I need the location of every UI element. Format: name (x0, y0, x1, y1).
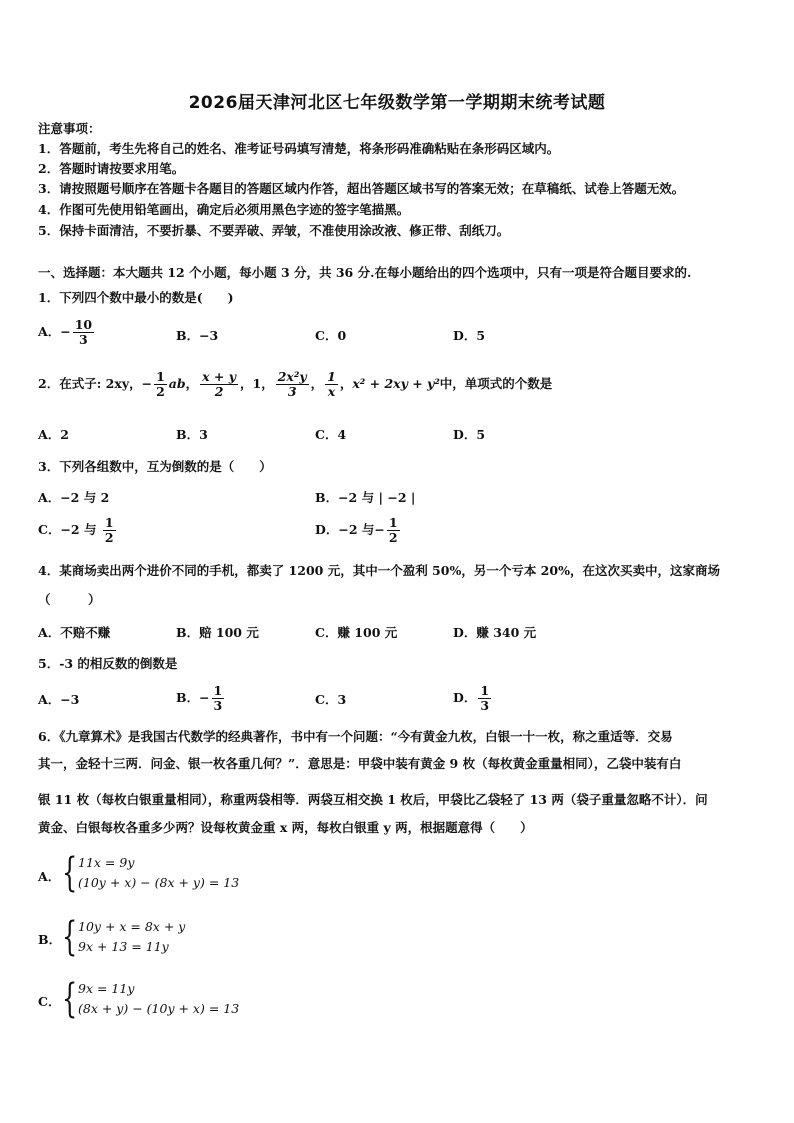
question-1-option-b[interactable]: B．−3 (176, 328, 219, 343)
notice-heading: 注意事项： (38, 121, 101, 136)
question-1-stem: 1．下列四个数中最小的数是( ) (38, 290, 234, 305)
question-6-line-3: 银 11 枚（每枚白银重量相同），称重两袋相等．两袋互相交换 1 枚后，甲袋比乙袋轻了 13 两（袋子重量忽略不计）．问 (38, 792, 708, 807)
notice-item-2: 2．答题时请按要求用笔。 (38, 161, 185, 176)
question-3-option-b[interactable]: B．−2 与 | −2 | (315, 490, 416, 505)
question-4-option-b[interactable]: B．赔 100 元 (176, 625, 259, 640)
question-3-option-d[interactable]: D．−2 与− $\frac{1}{2}$ (315, 515, 398, 545)
brace-icon: { (62, 850, 78, 896)
exam-title: 2026届天津河北区七年级数学第一学期期末统考试题 (188, 93, 606, 113)
fraction: $\frac{10}{3}$ (74, 317, 93, 347)
question-3-option-a[interactable]: A．−2 与 2 (38, 490, 110, 505)
question-5-option-d[interactable]: D． $\frac{1}{3}$ (453, 683, 490, 713)
question-6-option-a-label[interactable]: A． (38, 869, 61, 884)
fraction: $\frac{1}{2}$ (156, 369, 165, 399)
question-3-stem: 3．下列各组数中，互为倒数的是（ ） (38, 459, 272, 474)
brace-icon: { (62, 914, 78, 960)
question-2-option-c[interactable]: C．4 (315, 427, 347, 442)
notice-item-3: 3．请按照题号顺序在答题卡各题目的答题区域内作答，超出答题区域书写的答案无效；在草稿纸、试卷上答题无效。 (38, 181, 685, 196)
question-5-option-a[interactable]: A．−3 (38, 692, 80, 707)
question-6-line-2: 其一，金轻十三两．问金、银一枚各重几何？”．意思是：甲袋中装有黄金 9 枚（每枚黄金重量相同），乙袋中装有白 (38, 756, 682, 771)
question-4-option-d[interactable]: D．赚 340 元 (453, 625, 537, 640)
question-3-option-c[interactable]: C．−2 与 $\frac{1}{2}$ (38, 515, 114, 545)
question-4-stem-cont: （ ） (38, 592, 101, 607)
question-6-option-b[interactable]: { 10y + x = 8x + y 9x + 13 = 11y (62, 914, 186, 960)
question-2-option-b[interactable]: B．3 (176, 427, 208, 442)
question-4-stem: 4．某商场卖出两个进价不同的手机，都卖了 1200 元，其中一个盈利 50%，另一个亏本 20%，在这次买卖中，这家商场 (38, 563, 720, 578)
question-5-option-c[interactable]: C．3 (315, 692, 347, 707)
fraction: $\frac{\text{2x²y}}{3}$ (277, 369, 307, 399)
notice-item-5: 5．保持卡面清洁，不要折暴、不要弄破、弄皱，不准使用涂改液、修正带、刮纸刀。 (38, 223, 510, 238)
fraction: $\frac{1}{3}$ (213, 683, 223, 713)
question-1-option-a[interactable]: A．− $\frac{10}{3}$ (38, 317, 93, 347)
question-2-option-d[interactable]: D．5 (453, 427, 486, 442)
question-6-option-a[interactable]: { 11x = 9y (10y + x) − (8x + y) = 13 (62, 850, 240, 896)
question-6-option-b-label[interactable]: B． (38, 932, 62, 947)
fraction: $\frac{x + y}{2}$ (202, 369, 237, 399)
section-heading: 一、选择题：本大题共 12 个小题，每小题 3 分，共 36 分.在每小题给出的四个选项中，只有一项是符合题目要求的. (38, 265, 692, 280)
question-1-option-c[interactable]: C．0 (315, 328, 347, 343)
question-2-option-a[interactable]: A．2 (38, 427, 69, 442)
question-5-option-b[interactable]: B．− $\frac{1}{3}$ (176, 683, 223, 713)
question-2-stem: 2．在式子: 2xy，− $\frac{1}{2}$ ab， $\frac{x + y}{2}$ ，1， $\frac{\text{2x²y}}{3}$ ， $\frac{1}{x}$ ，x² + 2xy + y²中，单项式的个数是 (38, 369, 553, 399)
fraction: $\frac{1}{3}$ (480, 683, 490, 713)
question-6-line-1: 6．《九章算术》是我国古代数学的经典著作，书中有一个问题：“今有黄金九枚，白银一十一枚，称之重适等．交易 (38, 729, 673, 744)
question-5-stem: 5．-3 的相反数的倒数是 (38, 656, 178, 671)
question-1-option-d[interactable]: D．5 (453, 328, 486, 343)
question-6-option-c[interactable]: { 9x = 11y (8x + y) − (10y + x) = 13 (62, 976, 240, 1022)
question-4-option-a[interactable]: A．不赔不赚 (38, 625, 111, 640)
question-6-option-c-label[interactable]: C． (38, 994, 61, 1009)
fraction: $\frac{1}{2}$ (104, 515, 114, 545)
notice-item-4: 4．作图可先使用铅笔画出，确定后必须用黑色字迹的签字笔描黑。 (38, 202, 410, 217)
question-4-option-c[interactable]: C．赚 100 元 (315, 625, 398, 640)
fraction: $\frac{1}{x}$ (327, 369, 336, 399)
question-6-line-4: 黄金、白银每枚各重多少两？设每枚黄金重 x 两，每枚白银重 y 两，根据题意得（ ） (38, 820, 533, 835)
notice-item-1: 1．答题前，考生先将自己的姓名、准考证号码填写清楚，将条形码准确粘贴在条形码区域内。 (38, 141, 560, 156)
fraction: $\frac{1}{2}$ (388, 515, 398, 545)
brace-icon: { (62, 976, 78, 1022)
